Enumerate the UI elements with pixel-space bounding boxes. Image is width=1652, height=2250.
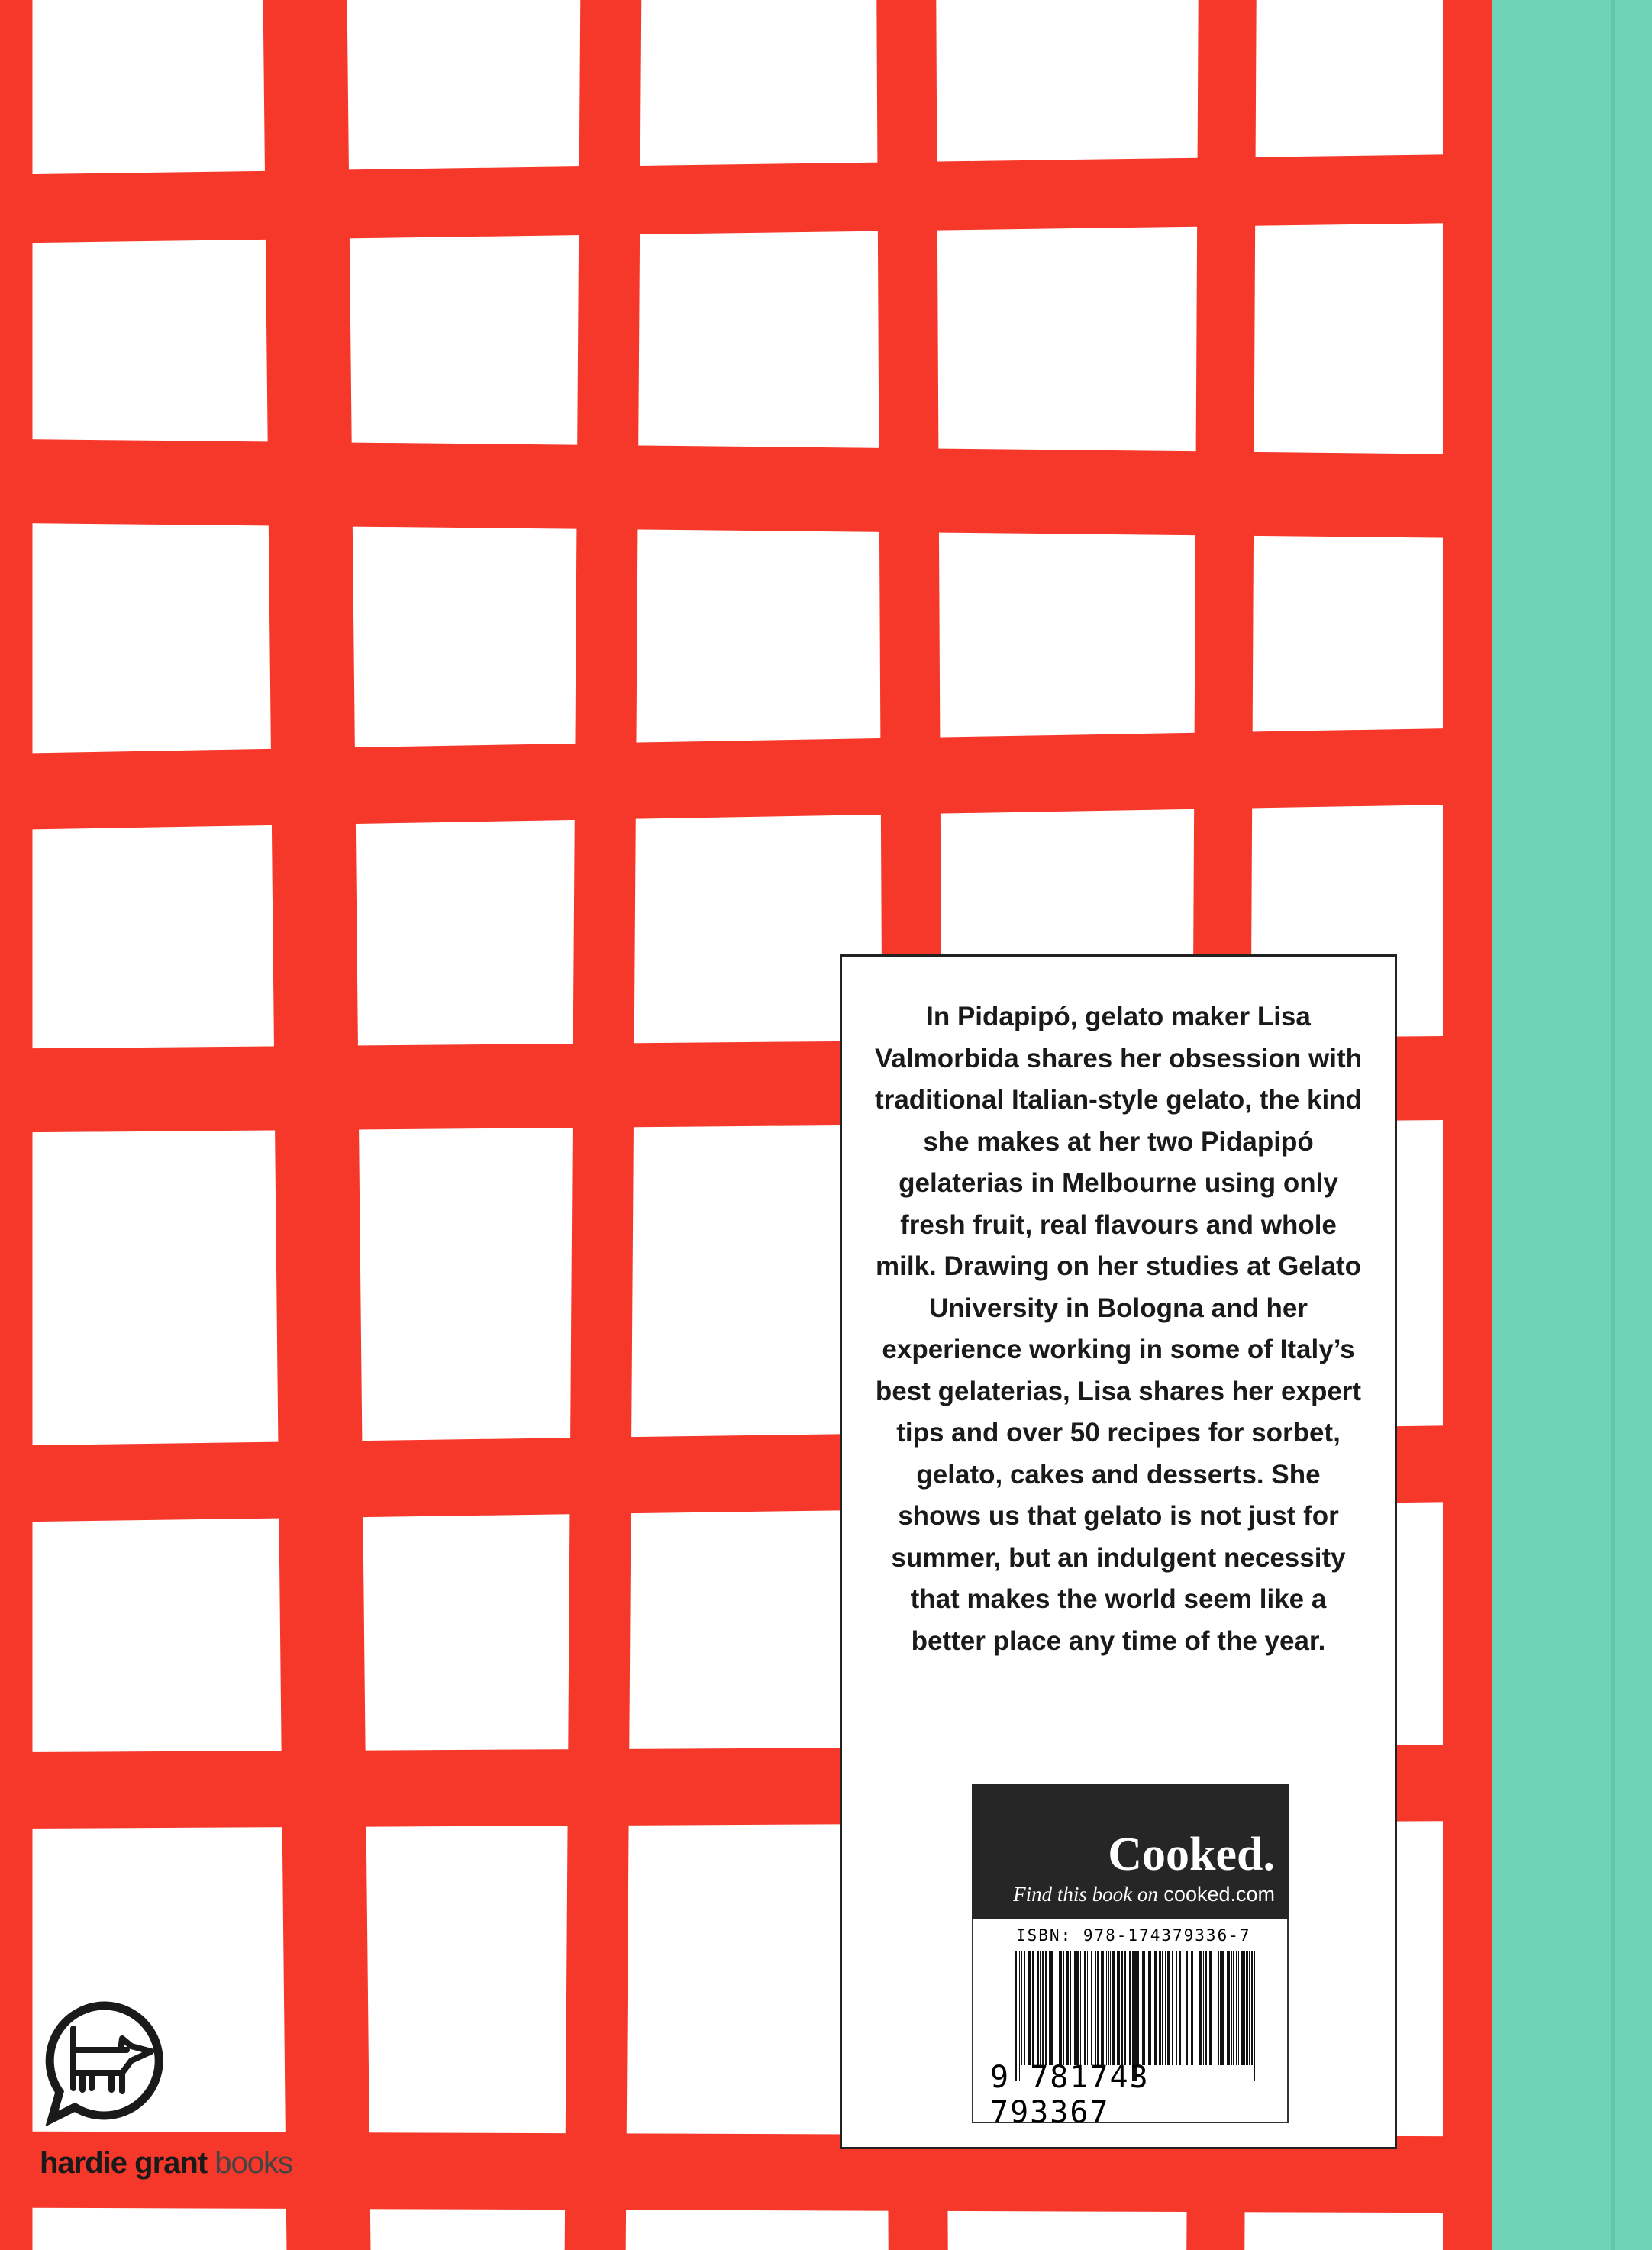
barcode-bar [1218, 1951, 1219, 2065]
barcode-box [972, 1919, 1289, 2130]
barcode-bar [1203, 1951, 1204, 2065]
publisher-light: books [215, 2146, 293, 2180]
barcode-bar [1059, 1951, 1062, 2065]
barcode-bar [1037, 1951, 1039, 2065]
blurb-text: In Pidapipó, gelato maker Lisa Valmorbida shares her obsession with traditional Italian-style gelato, the kind she makes at her two Pidapipó gelaterias in Melbourne using only fresh fruit, real flavours and whole milk. Drawing on her studies at Gelato University in Bologna and her experience working in some of Italy’s best gelaterias, Lisa shares her expert tips and over 50 recipes for sorbet, gelato, cakes and desserts. She shows us that gelato is not just for summer, but an indulgent necessity that makes the world seem like a better place any time of the year. [875, 1002, 1362, 1656]
barcode-bar [1070, 1951, 1071, 2065]
barcode-bar [1246, 1951, 1248, 2065]
barcode-bar [1074, 1951, 1076, 2065]
barcode-bar [1233, 1951, 1234, 2065]
barcode-bar [1129, 1951, 1131, 2065]
barcode-bar [1076, 1951, 1079, 2065]
barcode-bar [1191, 1951, 1193, 2065]
barcode-bar [1087, 1951, 1088, 2065]
barcode-bar [1024, 1951, 1025, 2065]
barcode-bar [1205, 1951, 1207, 2065]
barcode-bar [1236, 1951, 1237, 2065]
ean-left: 781743 [1030, 2060, 1150, 2095]
barcode-bar [1167, 1951, 1170, 2065]
barcode-bar [1231, 1951, 1232, 2065]
ean-first: 9 [990, 2060, 1011, 2095]
barcode-bar [1049, 1951, 1050, 2065]
barcode-bar [1172, 1951, 1173, 2065]
ean-digits [990, 2060, 1287, 2130]
barcode-bar [1108, 1951, 1109, 2065]
barcode-bar [1251, 1951, 1253, 2065]
spine-edge [1611, 0, 1615, 2250]
barcode-bar [1066, 1951, 1069, 2065]
cooked-site: cooked.com [1163, 1883, 1275, 1906]
barcode-bar [1084, 1951, 1086, 2065]
barcode-bar [1101, 1951, 1104, 2065]
grid-stripe-horizontal [0, 439, 1496, 539]
barcode-bar [1227, 1951, 1230, 2065]
barcode-bar [1028, 1951, 1031, 2065]
barcode-bar [1176, 1951, 1177, 2065]
barcode-bar [1249, 1951, 1250, 2065]
ean-right: 793367 [990, 2095, 1110, 2130]
barcode-bar [1080, 1951, 1081, 2065]
barcode-bar [1199, 1951, 1202, 2065]
barcode-bar [1159, 1951, 1161, 2065]
barcode-bar [1220, 1951, 1221, 2065]
barcode-bar [1124, 1951, 1126, 2065]
barcode-bar [1095, 1951, 1096, 2065]
barcode-bar [1117, 1951, 1120, 2065]
barcode-bar [1106, 1951, 1107, 2065]
publisher-logo-text [40, 2146, 292, 2181]
barcode-bar [1244, 1951, 1245, 2065]
barcode-bar [1112, 1951, 1115, 2065]
publisher-bold: hardie grant [40, 2146, 208, 2180]
barcode-bar [1154, 1951, 1157, 2065]
barcode-bar [1045, 1951, 1047, 2065]
barcode-bar [1063, 1951, 1064, 2065]
blurb-box [840, 954, 1397, 2149]
grid-stripe-horizontal [0, 728, 1496, 831]
barcode-bar [1137, 1951, 1139, 2065]
barcode-bar [1179, 1951, 1181, 2065]
barcode-bar [1165, 1951, 1166, 2065]
cooked-banner [972, 1784, 1289, 1919]
barcode-bar [1148, 1951, 1151, 2065]
barcode-bar [1238, 1951, 1239, 2065]
grid-stripe-vertical [1443, 0, 1496, 2250]
barcode-bar [1042, 1951, 1044, 2065]
barcode-bar [1110, 1951, 1111, 2065]
barcode-bar [1221, 1951, 1224, 2065]
cooked-title: Cooked. [1108, 1829, 1275, 1880]
barcode-bar [1241, 1951, 1244, 2065]
barcode-bar [1021, 1951, 1022, 2065]
barcode-bar [1186, 1951, 1188, 2065]
barcode-bar [1091, 1951, 1092, 2065]
barcode-bar [1050, 1951, 1053, 2065]
barcode-bar [1097, 1951, 1099, 2065]
barcode-bar [1121, 1951, 1123, 2065]
cooked-sub-italic: Find this book on [1013, 1883, 1158, 1906]
barcode-bar [1142, 1951, 1145, 2065]
book-spine [1492, 0, 1652, 2250]
dog-speech-bubble-icon [37, 1997, 174, 2126]
isbn-label: ISBN: 978-174379336-7 [1016, 1926, 1251, 1945]
cooked-subtitle [1013, 1883, 1275, 1906]
grid-stripe-horizontal [0, 153, 1496, 244]
barcode-bar [1162, 1951, 1163, 2065]
barcode-bar [1209, 1951, 1212, 2065]
barcode-bar [1040, 1951, 1041, 2065]
barcode-bar [1032, 1951, 1034, 2065]
